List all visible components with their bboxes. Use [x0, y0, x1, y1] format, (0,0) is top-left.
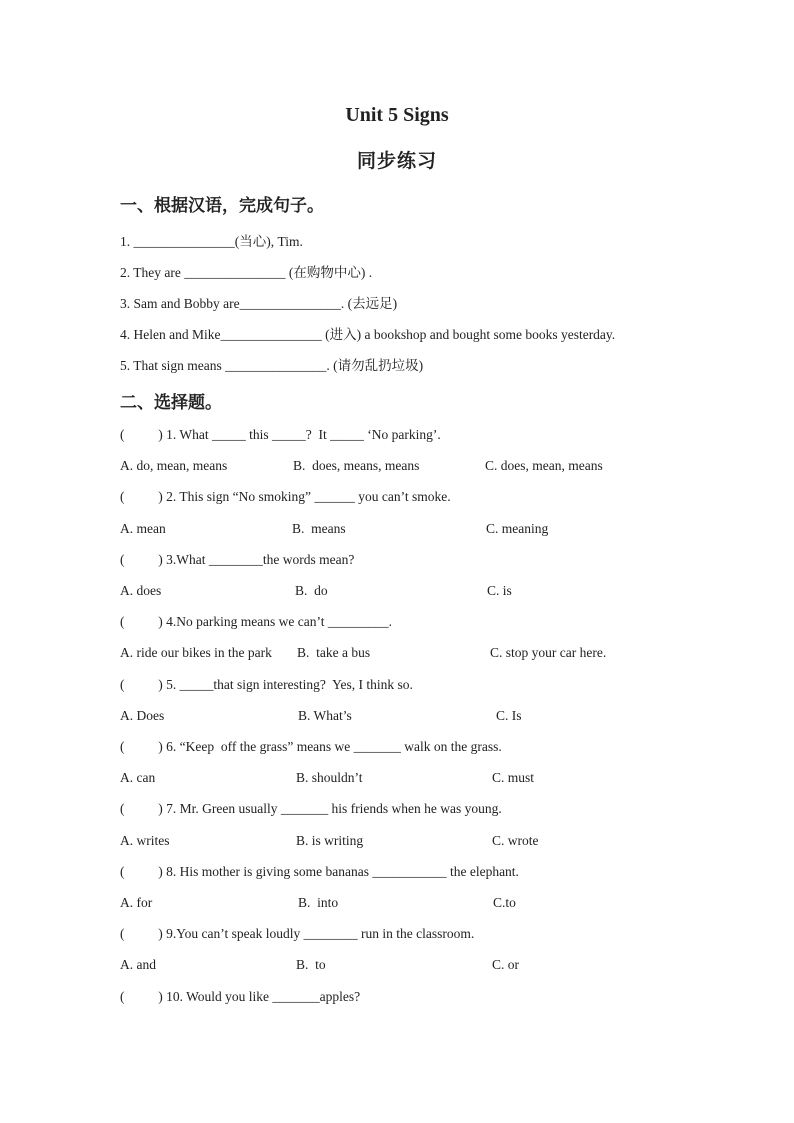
question: ( ) 2. This sign “No smoking” ______ you can’t smoke. [120, 489, 451, 504]
option-a: A. can [120, 770, 156, 785]
option-b: B. into [298, 895, 339, 910]
option-b: B. to [296, 957, 326, 972]
section2-heading: 二、选择题。 [120, 393, 222, 412]
section1-item: 5. That sign means _______________. (请勿乱扔垃圾) [120, 358, 424, 373]
option-a: A. writes [120, 833, 170, 848]
question: ( ) 8. His mother is giving some bananas ___________ the elephant. [120, 864, 519, 879]
question: ( ) 4.No parking means we can’t _________. [120, 614, 392, 629]
option-c: C. stop your car here. [490, 645, 607, 660]
page-subtitle: 同步练习 [356, 151, 437, 172]
option-a: A. mean [120, 521, 166, 536]
option-b: B. does, means, means [293, 458, 420, 473]
section1-item: 2. They are _______________ (在购物中心) . [120, 265, 373, 280]
question: ( ) 7. Mr. Green usually _______ his friends when he was young. [120, 801, 502, 816]
option-a: A. Does [120, 708, 165, 723]
option-c: C. wrote [492, 833, 539, 848]
option-a: A. for [120, 895, 153, 910]
section1-item: 1. _______________(当心), Tim. [120, 234, 303, 249]
option-a: A. do, mean, means [120, 458, 228, 473]
option-a: A. ride our bikes in the park [120, 645, 272, 660]
option-b: B. is writing [296, 833, 364, 848]
option-c: C. meaning [486, 521, 549, 536]
option-b: B. means [292, 521, 346, 536]
question: ( ) 10. Would you like _______apples? [120, 989, 361, 1004]
question: ( ) 9.You can’t speak loudly ________ run in the classroom. [120, 926, 475, 941]
option-c: C. is [487, 583, 512, 598]
option-c: C.to [493, 895, 516, 910]
question: ( ) 3.What ________the words mean? [120, 552, 355, 567]
option-c: C. Is [496, 708, 522, 723]
option-a: A. and [120, 957, 156, 972]
page-title: Unit 5 Signs [345, 104, 449, 126]
option-b: B. do [295, 583, 328, 598]
question: ( ) 5. _____that sign interesting? Yes, I think so. [120, 677, 413, 692]
option-c: C. or [492, 957, 519, 972]
section1-heading: 一、根据汉语，完成句子。 [120, 196, 324, 215]
option-c: C. must [492, 770, 535, 785]
question: ( ) 6. “Keep off the grass” means we _______ walk on the grass. [120, 739, 502, 754]
option-b: B. take a bus [297, 645, 371, 660]
section1-item: 3. Sam and Bobby are_______________. (去远足) [120, 296, 398, 311]
option-c: C. does, mean, means [485, 458, 603, 473]
option-b: B. What’s [298, 708, 352, 723]
option-b: B. shouldn’t [296, 770, 363, 785]
question: ( ) 1. What _____ this _____? It _____ ‘No parking’. [120, 427, 441, 442]
section1-item: 4. Helen and Mike_______________ (进入) a bookshop and bought some books yesterday. [120, 327, 616, 342]
option-a: A. does [120, 583, 162, 598]
